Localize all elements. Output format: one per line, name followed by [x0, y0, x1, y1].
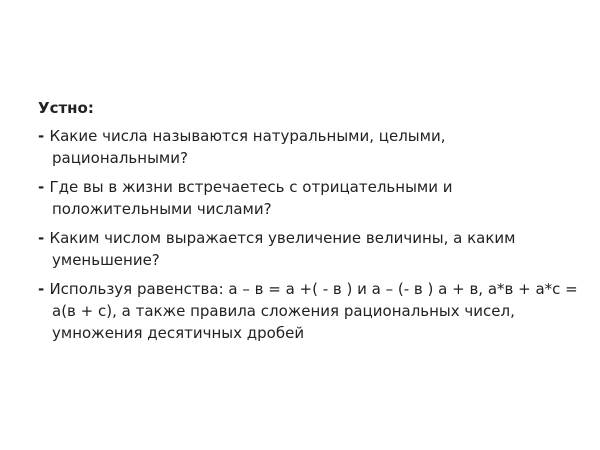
question-item [38, 176, 578, 220]
slide-heading: Устно: [38, 99, 94, 117]
question-item [38, 227, 578, 271]
question-text: Используя равенства: а – в = а +( - в ) и а – (- в ) а + в, а*в + а*с = а(в + с), а также правила сложения рациональных чисел, умножения десятичных дробей [49, 280, 578, 342]
question-text: Где вы в жизни встречаетесь с отрицательными и положительными числами? [49, 178, 453, 218]
bullet-dash: - [38, 229, 50, 247]
bullet-dash: - [38, 127, 50, 145]
question-text: Каким числом выражается увеличение величины, а каким уменьшение? [49, 229, 516, 269]
slide-content [38, 97, 578, 351]
question-text: Какие числа называются натуральными, целыми, рациональными? [49, 127, 446, 167]
question-item [38, 125, 578, 169]
bullet-dash: - [38, 178, 50, 196]
bullet-dash: - [38, 280, 50, 298]
question-item [38, 278, 578, 344]
